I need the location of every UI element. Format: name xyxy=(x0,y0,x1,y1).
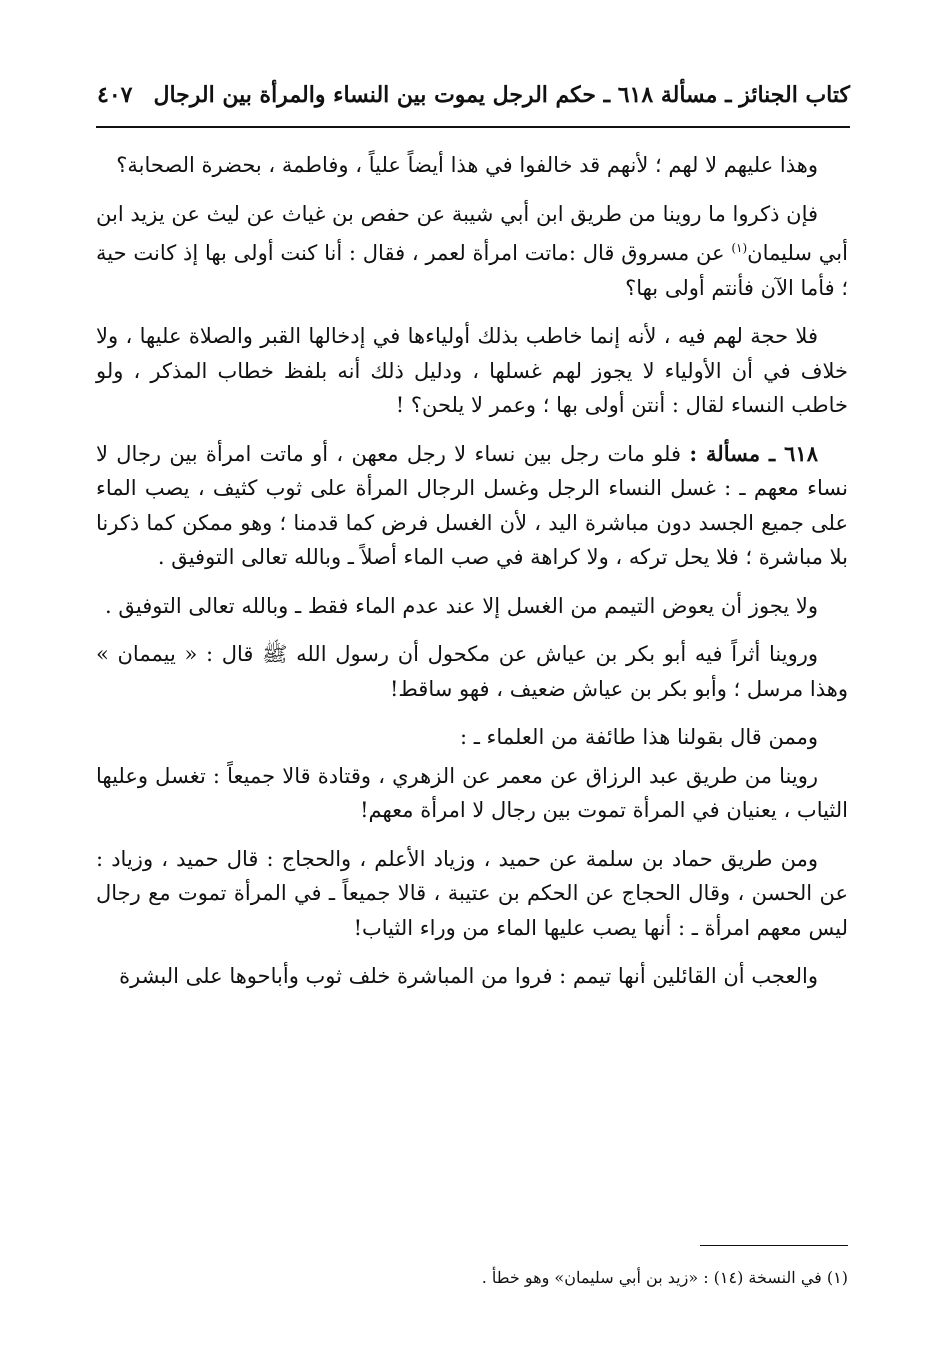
paragraph xyxy=(96,437,848,575)
paragraph: ولا يجوز أن يعوض التيمم من الغسل إلا عند عدم الماء فقط ـ وبالله تعالى التوفيق . xyxy=(105,593,818,618)
paragraph-part: فإن ذكروا ما روينا من طريق ابن أبي شيبة عن حفص بن غياث عن ليث عن يزيد ابن أبي سليمان xyxy=(96,201,848,265)
running-title: كتاب الجنائز ـ مسألة ٦١٨ ـ حكم الرجل يموت بين النساء والمرأة بين الرجال xyxy=(153,82,850,108)
paragraph: ومن طريق حماد بن سلمة عن حميد ، وزياد الأعلم ، والحجاج : قال حميد ، وزياد : عن الحسن ، وقال الحجاج عن الحكم بن عتيبة ، قالا جميعاً ـ في المرأة تموت مع رجال ليس معهم امرأة ـ : أنها يصب عليها الماء من وراء الثياب! xyxy=(96,846,848,940)
paragraph: روينا من طريق عبد الرزاق عن معمر عن الزهري ، وقتادة قالا جميعاً : تغسل وعليها الثياب ، يعنيان في المرأة تموت بين رجال لا امرأة معهم! xyxy=(96,763,848,822)
paragraph-part: عن مسروق قال :ماتت امرأة لعمر ، فقال : أنا كنت أولى بها إذ كانت حية ؛ فأما الآن فأنتم أولى بها؟ xyxy=(96,241,848,300)
footnote-divider xyxy=(700,1245,848,1246)
main-text xyxy=(96,148,848,1008)
issue-number: ٦١٨ ـ مسألة : xyxy=(689,440,818,466)
page-number: ٤٠٧ xyxy=(97,82,133,108)
page-header xyxy=(95,78,850,118)
paragraph-part: فلو مات رجل بين نساء لا رجل معهن ، أو ماتت امرأة بين رجال لا نساء معهم ـ : غسل النساء الرجل وغسل الرجال المرأة على ثوب كثيف ، يصب الماء على جميع الجسد دون مباشرة اليد ، لأن الغسل فرض كما قدمنا ؛ وهو ممكن كما ذكرنا بلا مباشرة ؛ فلا يحل تركه ، ولا كراهة في صب الماء أصلاً ـ وبالله تعالى التوفيق . xyxy=(96,441,848,569)
paragraph: والعجب أن القائلين أنها تيمم : فروا من المباشرة خلف ثوب وأباحوها على البشرة xyxy=(119,964,818,988)
paragraph: وهذا عليهم لا لهم ؛ لأنهم قد خالفوا في هذا أيضاً علياً ، وفاطمة ، بحضرة الصحابة؟ xyxy=(116,153,818,177)
footnote: (١) في النسخة (١٤) : «زيد بن أبي سليمان» وهو خطأ . xyxy=(481,1268,848,1287)
footnote-marker: (١) xyxy=(731,241,748,255)
paragraph: وروينا أثراً فيه أبو بكر بن عياش عن مكحول أن رسول الله ﷺ قال : « ييممان » وهذا مرسل ؛ وأبو بكر بن عياش ضعيف ، فهو ساقط! xyxy=(96,642,848,701)
header-divider xyxy=(96,126,850,128)
paragraph xyxy=(96,197,848,306)
paragraph: وممن قال بقولنا هذا طائفة من العلماء ـ : xyxy=(459,725,818,749)
paragraph: فلا حجة لهم فيه ، لأنه إنما خاطب بذلك أولياءها في إدخالها القبر والصلاة عليها ، ولا خلاف في أن الأولياء لا يجوز لهم غسلها ، ودليل ذلك أنه بلفظ خطاب المذكر ، ولو خاطب النساء لقال : أنتن أولى بها ؛ وعمر لا يلحن؟ ! xyxy=(96,324,848,417)
